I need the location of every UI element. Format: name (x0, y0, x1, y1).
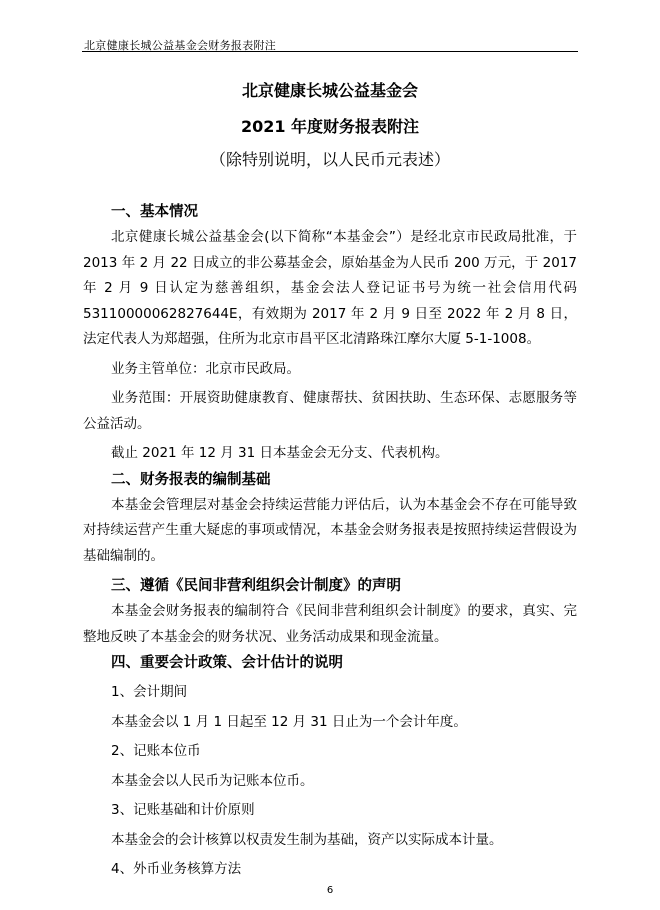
section-4-item-2-text: 本基金会以人民币为记账本位币。 (111, 772, 314, 789)
section-4-item-1-label: 1、会计期间 (111, 684, 188, 700)
section-2-heading: 二、财务报表的编制基础 (111, 471, 271, 488)
section-4-item-3-text: 本基金会的会计核算以权责发生制为基础，资产以实际成本计量。 (111, 831, 503, 848)
section-1-paragraph-3: 业务范围：开展资助健康教育、健康帮扶、贫困扶助、生态环保、志愿服务等公益活动。 (83, 390, 577, 432)
section-2-paragraph-1: 本基金会管理层对基金会持续运营能力评估后，认为本基金会不存在可能导致对持续运营产生重大疑虑的事项或情况，本基金会财务报表是按照持续运营假设为基础编制的。 (83, 496, 577, 564)
section-4-item-1-text: 本基金会以 1 月 1 日起至 12 月 31 日止为一个会计年度。 (111, 713, 467, 730)
section-1-paragraph-1: 北京健康长城公益基金会(以下简称“本基金会”）是经北京市民政局批准，于 2013 年 2 月 22 日成立的非公募基金会，原始基金为人民币 200 万元，于 2017 年 2 月 9 日认定为慈善组织，基金会法人登记证书号为统一社会信用代码 53110000062827644E，有效期为 2017 年 2 月 9 日至 2022 年 2 月 8 日，法定代表人为郑超强，住所为北京市昌平区北清路珠江摩尔大厦 5-1-1008。 (83, 229, 577, 347)
section-4-heading: 四、重要会计政策、会计估计的说明 (111, 655, 343, 671)
section-3-paragraph-1: 本基金会财务报表的编制符合《民间非营利组织会计制度》的要求，真实、完整地反映了本基金会的财务状况、业务活动成果和现金流量。 (83, 603, 577, 645)
document-body (83, 199, 577, 883)
section-1-heading: 一、基本情况 (111, 204, 198, 220)
section-1-paragraph-2: 业务主管单位：北京市民政局。 (111, 360, 300, 377)
section-4-item-3-label: 3、记账基础和计价原则 (111, 802, 255, 818)
section-4-item-2-label: 2、记账本位币 (111, 743, 201, 759)
currency-note: （除特别说明，以人民币元表述） (209, 150, 450, 169)
section-3-heading: 三、遵循《民间非营利组织会计制度》的声明 (111, 578, 401, 594)
section-1-paragraph-4: 截止 2021 年 12 月 31 日本基金会无分支、代表机构。 (111, 445, 449, 461)
org-title: 北京健康长城公益基金会 (241, 81, 418, 100)
header-divider (82, 51, 578, 52)
section-4-item-4-label: 4、外币业务核算方法 (111, 861, 242, 877)
running-header: 北京健康长城公益基金会财务报表附注 (84, 39, 277, 52)
page-number: 6 (326, 885, 334, 896)
report-title: 2021 年度财务报表附注 (240, 117, 420, 136)
